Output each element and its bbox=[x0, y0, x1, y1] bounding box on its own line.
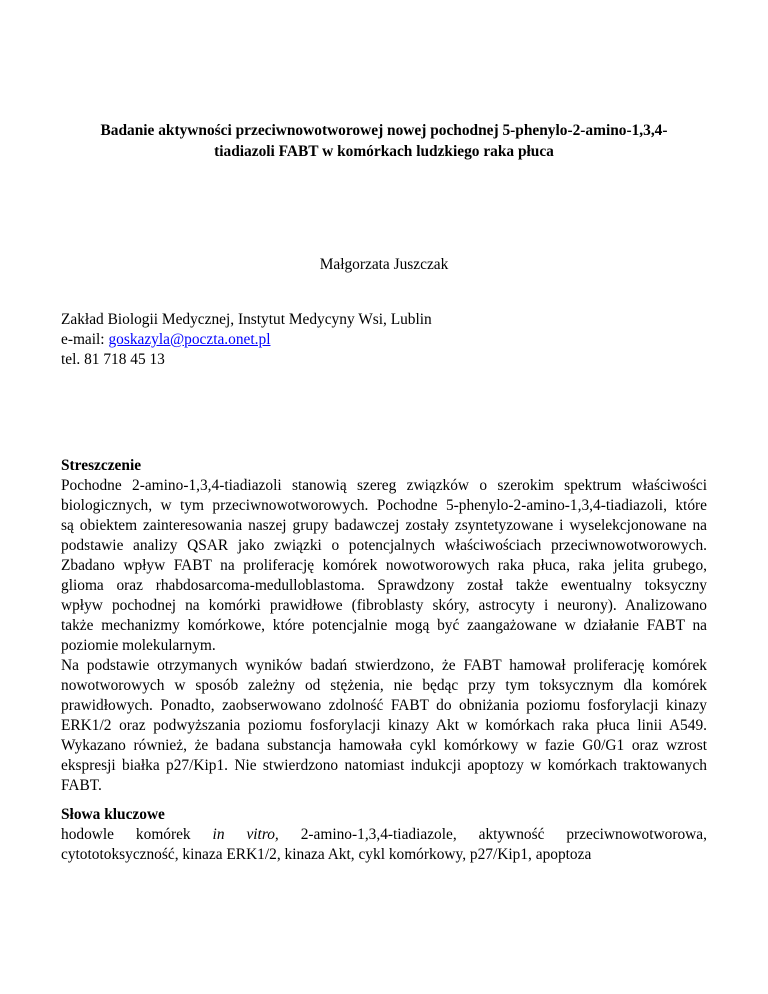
keyword-word: przeciwnowotworowa, bbox=[566, 826, 707, 843]
abstract-line: podstawie analizy QSAR jako związki o potencjalnych właściwościach przeciwnowotworowych. bbox=[61, 537, 707, 554]
email-label: e-mail: bbox=[61, 331, 109, 348]
abstract-body bbox=[61, 476, 707, 796]
abstract-line: prawidłowych. Ponadto, zaobserwowano zdolność FABT do obniżania poziomu fosforylacji kinazy bbox=[61, 697, 707, 714]
institution: Zakład Biologii Medycznej, Instytut Medycyny Wsi, Lublin bbox=[61, 311, 432, 328]
phone: tel. 81 718 45 13 bbox=[61, 351, 165, 368]
abstract-line: są obiektem zainteresowania naszej grupy badawczej zostały zsyntetyzowane i wyselekcjonowane na bbox=[61, 517, 707, 534]
keyword-word: hodowle bbox=[61, 826, 115, 843]
keyword-word: komórek bbox=[135, 826, 191, 843]
email-link[interactable]: goskazyla@poczta.onet.pl bbox=[108, 331, 271, 348]
abstract-line: biologicznych, w tym przeciwnowotworowych. Pochodne 5-phenylo-2-amino-1,3,4-tiadiazoli, które bbox=[61, 497, 707, 514]
keyword-word: 2-amino-1,3,4-tiadiazole, bbox=[300, 826, 457, 843]
abstract-line: Na podstawie otrzymanych wyników badań stwierdzono, że FABT hamował proliferację komórek bbox=[61, 657, 707, 674]
author-name: Małgorzata Juszczak bbox=[319, 256, 449, 273]
abstract-line: poziomie molekularnym. bbox=[61, 637, 216, 654]
keywords-heading: Słowa kluczowe bbox=[61, 806, 165, 823]
abstract-section bbox=[61, 456, 707, 796]
abstract-line: nowotworowych w sposób zależny od stężenia, nie będąc przy tym toksycznym dla komórek bbox=[61, 677, 707, 694]
keyword-word-italic: vitro, bbox=[246, 826, 279, 843]
email-line bbox=[61, 330, 707, 350]
abstract-line: FABT. bbox=[61, 777, 102, 794]
abstract-line: także mechanizmy komórkowe, które potencjalnie mogą być zaangażowane w działanie FABT na bbox=[61, 617, 707, 634]
abstract-line: Zbadano wpływ FABT na proliferację komórek nowotworowych raka płuca, raka jelita grubego, bbox=[61, 557, 707, 574]
abstract-heading: Streszczenie bbox=[61, 457, 142, 474]
abstract-line: ERK1/2 oraz podwyższania poziomu fosforylacji kinazy Akt w komórkach raka płuca linii A549. bbox=[61, 717, 707, 734]
keyword-word: aktywność bbox=[478, 826, 545, 843]
keywords-line-2: cytototoksyczność, kinaza ERK1/2, kinaza Akt, cykl komórkowy, p27/Kip1, apoptoza bbox=[61, 846, 592, 863]
abstract-line: Wykazano również, że badana substancja hamowała cykl komórkowy w fazie G0/G1 oraz wzrost bbox=[61, 737, 707, 754]
abstract-line: ekspresji białka p27/Kip1. Nie stwierdzono natomiast indukcji apoptozy w komórkach traktowanych bbox=[61, 757, 707, 774]
abstract-line: glioma oraz rhabdosarcoma-medulloblastoma. Sprawdzony został także ewentualny toksyczny bbox=[61, 577, 707, 594]
paper-title bbox=[61, 120, 707, 162]
affiliation-block bbox=[61, 310, 707, 370]
abstract-line: Pochodne 2-amino-1,3,4-tiadiazoli stanowią szereg związków o szerokim spektrum właściwości bbox=[61, 477, 707, 494]
abstract-line: wpływ pochodnej na komórki prawidłowe (fibroblasty skóry, astrocyty i neurony). Analizowano bbox=[61, 597, 707, 614]
title-line-2: tiadiazoli FABT w komórkach ludzkiego raka płuca bbox=[214, 143, 554, 160]
title-line-1: Badanie aktywności przeciwnowotworowej nowej pochodnej 5-phenylo-2-amino-1,3,4- bbox=[100, 122, 668, 139]
keywords-section bbox=[61, 805, 707, 865]
keywords-line-1 bbox=[61, 825, 707, 845]
keyword-word-italic: in bbox=[212, 826, 225, 843]
keyword-word-italic-group bbox=[246, 825, 278, 845]
